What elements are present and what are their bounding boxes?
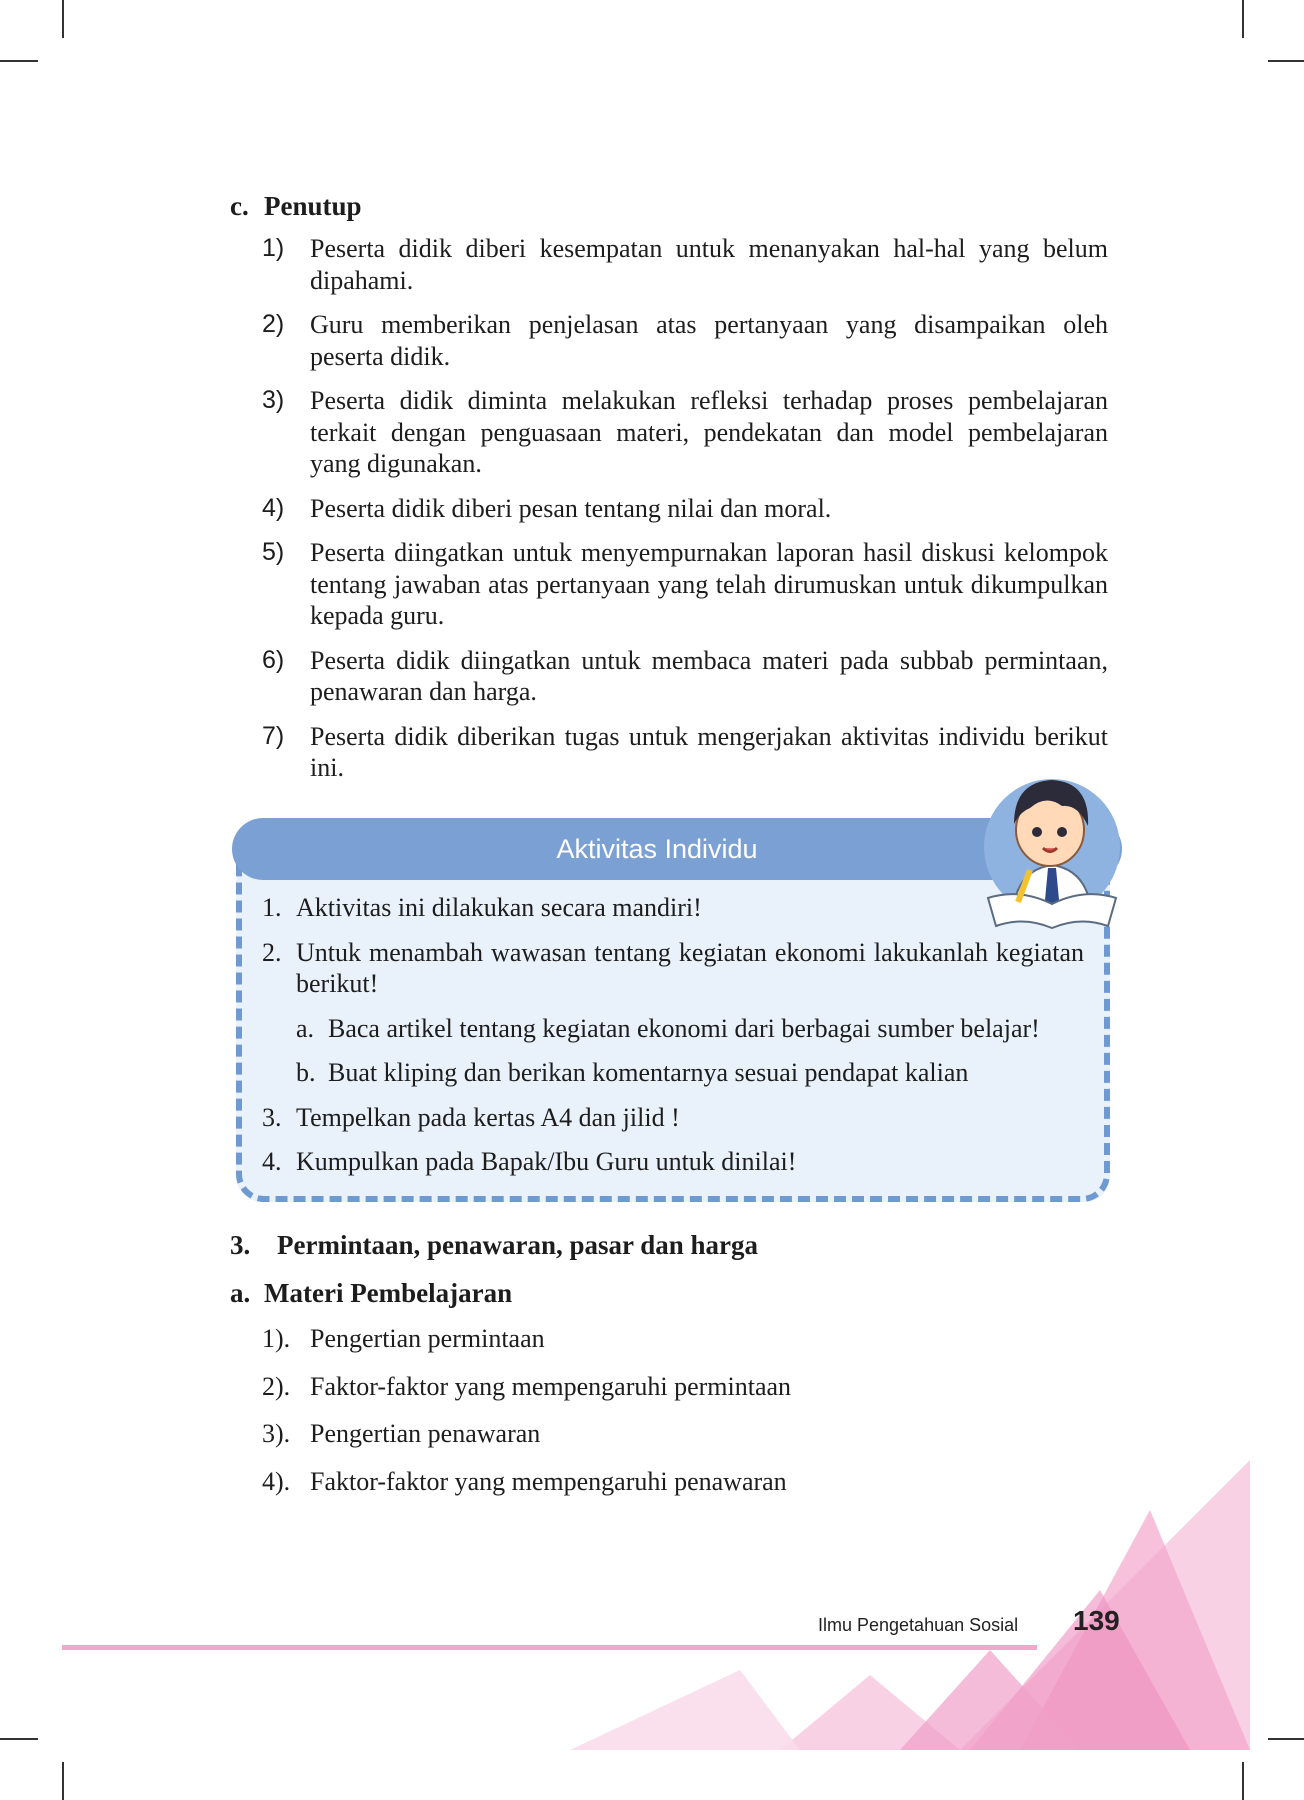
list-item (262, 309, 1108, 372)
activity-item-number: 4. (262, 1147, 282, 1176)
list-item (262, 233, 1108, 296)
list-item-number: 7) (262, 721, 285, 750)
activity-item-text: Aktivitas ini dilakukan secara mandiri! (296, 893, 702, 922)
activity-item-number: 2. (262, 937, 282, 967)
list-item-text: Faktor-faktor yang mempengaruhi penawaran (310, 1466, 787, 1496)
section-c-marker: c. (230, 191, 249, 221)
crop-mark (1268, 60, 1304, 62)
section-c-title: Penutup (264, 191, 362, 221)
left-eye (1032, 827, 1042, 837)
activity-item-number: 1. (262, 893, 282, 922)
section-a-marker: a. (230, 1278, 251, 1308)
crop-mark (1242, 0, 1244, 38)
list-item (262, 1371, 791, 1403)
list-item-number: 5) (262, 538, 285, 566)
crop-mark (1242, 1762, 1244, 1800)
list-item-text: Pengertian penawaran (310, 1419, 541, 1448)
list-item-number: 4) (262, 493, 285, 522)
list-item-text: Peserta didik diminta melakukan refleksi terhadap proses pembelajaran terkait dengan penguasaan materi, pendekatan dan model pembelajaran yang digunakan. (310, 386, 1108, 478)
activity-item (262, 937, 1084, 1000)
section-3-marker: 3. (230, 1230, 251, 1260)
crop-mark (62, 1762, 64, 1800)
list-item (262, 1418, 791, 1450)
list-item-number: 2) (262, 310, 285, 338)
list-item (262, 1323, 791, 1355)
activity-item-number: 3. (262, 1102, 282, 1132)
activity-item-text: Kumpulkan pada Bapak/Ibu Guru untuk dinilai! (296, 1147, 797, 1176)
list-item-number: 3). (262, 1419, 291, 1448)
list-item-text: Faktor-faktor yang mempengaruhi permintaan (310, 1371, 792, 1401)
list-item-text: Peserta didik diberikan tugas untuk mengerjakan aktivitas individu berikut ini. (310, 721, 1108, 782)
section-3-title: Permintaan, penawaran, pasar dan harga (277, 1230, 759, 1260)
list-item-number: 6) (262, 645, 285, 674)
section-a-title: Materi Pembelajaran (264, 1278, 513, 1308)
mouth (1043, 848, 1057, 852)
activity-item-text: Untuk menambah wawasan tentang kegiatan ekonomi lakukanlah kegiatan berikut! (296, 937, 1084, 998)
activity-item (262, 1146, 1084, 1178)
footer-line (62, 1645, 1037, 1650)
section-3-heading (230, 1230, 758, 1261)
activity-subitem-text: Buat kliping dan berikan komentarnya sesuai pendapat kalian (328, 1058, 969, 1087)
activity-subitem (262, 1057, 1084, 1089)
section-a-heading (230, 1278, 512, 1309)
decorative-triangles (540, 1460, 1250, 1750)
list-item-text: Peserta diingatkan untuk menyempurnakan laporan hasil diskusi kelompok tentang jawaban atas pertanyaan yang telah dirumuskan untuk dikumpulkan kepada guru. (310, 538, 1108, 630)
list-item-number: 1). (262, 1324, 291, 1353)
activity-item-text: Tempelkan pada kertas A4 dan jilid ! (296, 1102, 680, 1132)
list-item-number: 3) (262, 386, 285, 414)
list-item-number: 1) (262, 234, 285, 262)
page-number: 139 (1073, 1605, 1120, 1636)
penutup-list (262, 233, 1108, 797)
crop-mark (1268, 1738, 1304, 1740)
crop-mark (0, 60, 38, 62)
activity-list (262, 892, 1084, 1191)
footer-book-title: Ilmu Pengetahuan Sosial (818, 1615, 1019, 1635)
activity-subitem-letter: b. (296, 1058, 316, 1087)
list-item-text: Peserta didik diberi pesan tentang nilai dan moral. (310, 493, 832, 523)
list-item-text: Peserta didik diberi kesempatan untuk menanyakan hal-hal yang belum dipahami. (310, 234, 1108, 295)
list-item-text: Peserta didik diingatkan untuk membaca materi pada subbab permintaan, penawaran dan harga. (310, 645, 1108, 706)
activity-subitem (262, 1013, 1084, 1045)
list-item-text: Guru memberikan penjelasan atas pertanyaan yang disampaikan oleh peserta didik. (310, 310, 1108, 371)
right-eye (1057, 827, 1067, 837)
list-item-number: 2). (262, 1371, 291, 1401)
list-item-number: 4). (262, 1466, 291, 1496)
activity-item (262, 1102, 1084, 1134)
list-item (262, 385, 1108, 480)
crop-mark (0, 1738, 38, 1740)
list-item (262, 493, 1108, 525)
section-c-heading (230, 191, 362, 222)
activity-box-title: Aktivitas Individu (556, 833, 758, 864)
crop-mark (62, 0, 64, 38)
list-item (262, 537, 1108, 632)
activity-subitem-text: Baca artikel tentang kegiatan ekonomi dari berbagai sumber belajar! (328, 1013, 1040, 1043)
list-item-text: Pengertian permintaan (310, 1324, 545, 1353)
activity-subitem-letter: a. (296, 1013, 315, 1043)
activity-item (262, 892, 1084, 924)
list-item (262, 645, 1108, 708)
triangle-shape (570, 1670, 800, 1750)
